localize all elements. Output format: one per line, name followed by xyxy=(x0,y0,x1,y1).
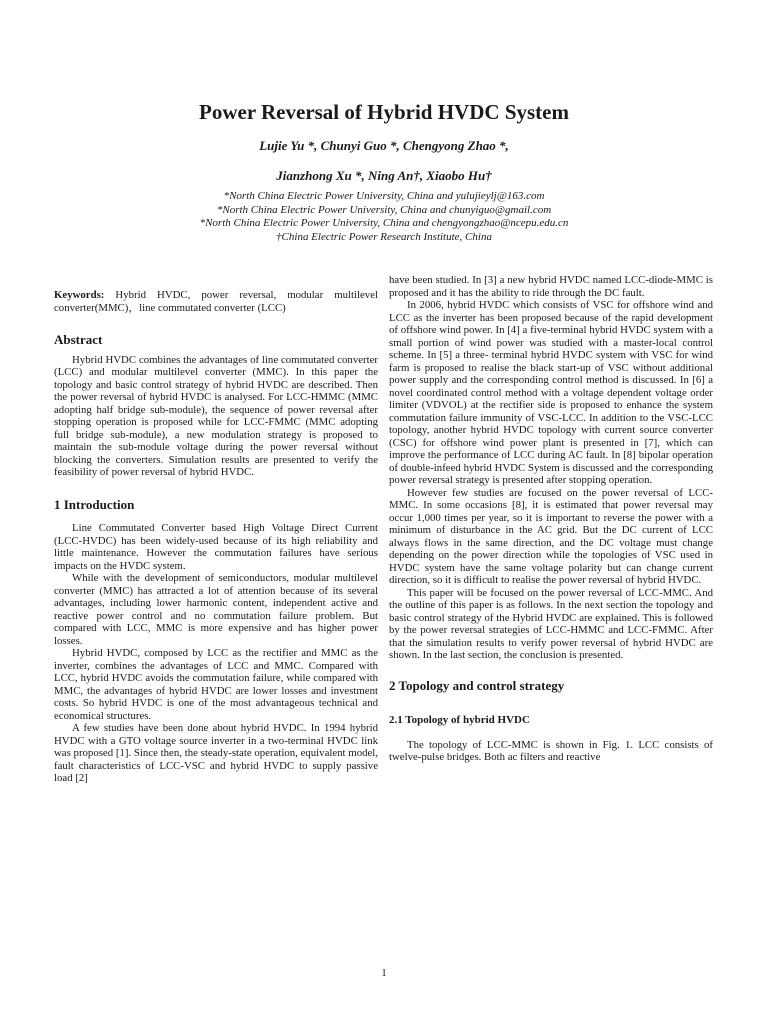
abstract-heading: Abstract xyxy=(54,332,103,347)
section-1-heading: 1 Introduction xyxy=(54,496,135,512)
right-paragraph-1: have been studied. In [3] a new hybrid HVDC named LCC-diode-MMC is proposed and it has the ability to ride through the DC fault. xyxy=(389,274,713,299)
right-column xyxy=(389,274,713,764)
intro-paragraph-1: Line Commutated Converter based High Voltage Direct Current (LCC-HVDC) has been widely-used because of its high reliability and little maintenance. However the commutation failures have serious impacts on the HVDC system. xyxy=(54,522,378,572)
section-2-heading: 2 Topology and control strategy xyxy=(389,677,565,693)
paper-title: Power Reversal of Hybrid HVDC System xyxy=(199,100,569,124)
affiliation-2: *North China Electric Power University, China and chunyiguo@gmail.com xyxy=(216,203,552,216)
keywords-label: Keywords: xyxy=(54,289,105,301)
intro-paragraph-3: Hybrid HVDC, composed by LCC as the rectifier and MMC as the inverter, combines the advantages of LCC and MMC. Compared with LCC, hybrid HVDC avoids the commutation failure, while compared with MMC, the advantages of hybrid HVDC are lower losses and investment costs. So hybrid HVDC is one of the most advantageous technical and economical structures. xyxy=(54,647,378,722)
right-paragraph-3: However few studies are focused on the power reversal of LCC-MMC. In some occasions [8], it is estimated that power reversal may occur 1,000 times per year, so it is important to reverse the power with a minimum of disturbance in the AC grid. But the DC current of LCC always flows in the same direction, and the DC voltage must change depending on the power direction while the topologies of VSC used in HVDC system have the same voltage polarity but can change current direction, so it is difficult to realise the power reversal of hybrid HVDC. xyxy=(389,486,713,586)
authors-line-2: Jianzhong Xu *, Ning An†, Xiaobo Hu† xyxy=(276,168,492,183)
keywords-text: Hybrid HVDC, power reversal, modular multilevel converter(MMC)，line commutated converter (LCC) xyxy=(54,289,378,314)
subsection-2-1-heading: 2.1 Topology of hybrid HVDC xyxy=(389,714,530,726)
abstract-text: Hybrid HVDC combines the advantages of line commutated converter (LCC) and modular multilevel converter (MMC). In this paper the topology and basic control strategy of hybrid HVDC are described. Then the power reversal of hybrid HVDC is analysed. For LCC-HMMC (MMC adopting half bridge sub-module), the sequence of power reversal after stopping operation is proposed while for LCC-FMMC (MMC adopting full bridge sub-module), a new modulation strategy is proposed to maintain the sub-module voltage during the power reversal without blocking the converters. Simulation results are presented to verify the feasibility of power reversal of hybrid HVDC. xyxy=(54,353,378,478)
affiliation-1: *North China Electric Power University, China and yulujieylj@163.com xyxy=(223,190,545,202)
section-2-1-text: The topology of LCC-MMC is shown in Fig. 1. LCC consists of twelve-pulse bridges. Both ac filters and reactive xyxy=(389,738,713,763)
authors-line-1: Lujie Yu *, Chunyi Guo *, Chengyong Zhao *, xyxy=(259,138,509,153)
affiliations xyxy=(0,190,768,244)
intro-paragraph-4: A few studies have been done about hybrid HVDC. In 1994 hybrid HVDC with a GTO voltage source inverter in a two-terminal HVDC link was proposed [1]. Since then, the steady-state operation, equivalent model, fault characteristics of LCC-VSC and hybrid HVDC to supply passive load [2] xyxy=(54,722,378,784)
page-number: 1 xyxy=(381,967,387,979)
intro-paragraph-2: While with the development of semiconductors, modular multilevel converter (MMC) has attracted a lot of attention because of its several advantages, including lower harmonic content, independent active and reactive power control and no commutation failure problem. But compared with LCC, MMC is more expensive and has higher power losses. xyxy=(54,572,378,647)
right-paragraph-2: In 2006, hybrid HVDC which consists of VSC for offshore wind and LCC as the inverter has been proposed because of the rapid development of offshore wind power. In [4] a five-terminal hybrid HVDC system with a small portion of wind power was studied with a master-local control scheme. In [5] a three- terminal hybrid HVDC system with VSC for wind farm is proposed to realise the black start-up of VSC without additional power supply and the corresponding control method is discussed. In [6] a novel coordinated control method with a voltage dependent voltage order limiter (VDVOL) at the rectifier side is proposed to enhance the system commutation failure immunity of VSC-LCC. In addition to the VSC-LCC topology, another hybrid HVDC topology with current source converter (CSC) for offshore wind power plant is presented in [7], which can improve the performance of LCC during AC fault. In [8] bipolar operation of double-infeed hybrid HVDC System is discussed and the corresponding power reversal strategy is presented after stopping operation. xyxy=(389,299,713,486)
affiliation-4: †China Electric Power Research Institute, China xyxy=(276,230,492,243)
affiliation-3: *North China Electric Power University, China and chengyongzhao@ncepu.edu.cn xyxy=(199,217,569,229)
right-paragraph-4: This paper will be focused on the power reversal of LCC-MMC. And the outline of this paper is as follows. In the next section the topology and basic control strategy of the Hybrid HVDC are explained. This is followed by the power reversal strategies of LCC-HMMC and LCC-FMMC. After that the simulation results to verify power reversal of hybrid HVDC are shown. In the last section, the conclusion is presented. xyxy=(389,586,713,661)
keywords xyxy=(54,289,378,314)
left-column xyxy=(54,274,378,785)
